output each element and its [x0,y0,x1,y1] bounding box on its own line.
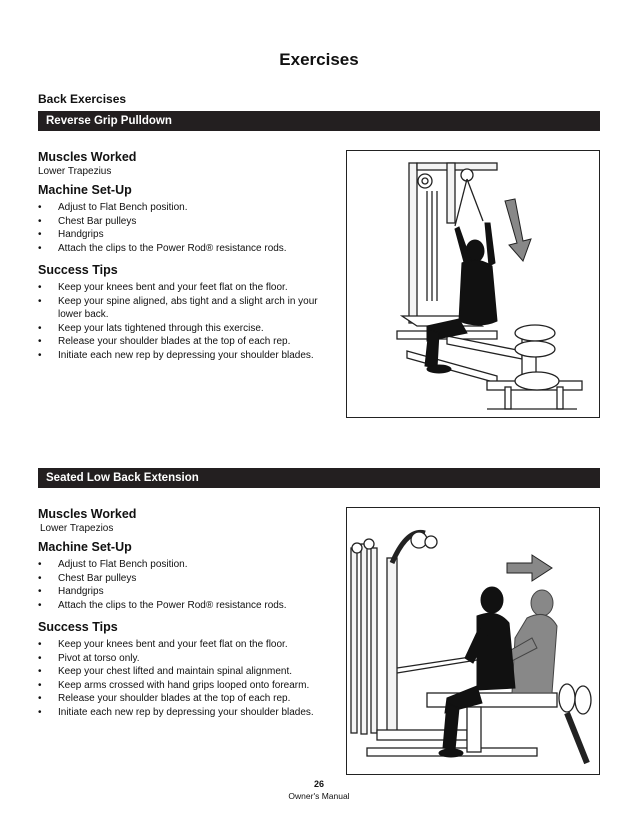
machine-setup-heading: Machine Set-Up [38,183,132,197]
setup-item: • Attach the clips to the Power Rod® resistance rods. [38,242,338,256]
setup-item: • Attach the clips to the Power Rod® resistance rods. [38,599,338,613]
section-heading: Back Exercises [38,92,127,106]
tip-item: • Keep your lats tightened through this exercise. [38,322,338,336]
exercise-illustration [347,151,599,417]
setup-item: • Adjust to Flat Bench position. [38,558,338,572]
exercise-title-bar-1: Reverse Grip Pulldown [38,111,600,131]
tip-item: • Keep your spine aligned, abs tight and a slight arch in your lower back. [38,295,338,322]
success-tips-list [38,638,338,719]
success-tips-list [38,281,338,362]
footer-label: Owner's Manual [288,791,350,801]
setup-item: • Chest Bar pulleys [38,572,338,586]
tip-item: • Initiate each new rep by depressing your shoulder blades. [38,706,338,720]
tip-item: • Keep arms crossed with hand grips looped onto forearm. [38,679,338,693]
exercise-2-details [38,507,338,726]
illustration-reverse-grip-pulldown [346,150,600,418]
machine-setup-list [38,558,338,612]
illustration-seated-low-back-extension [346,507,600,775]
tip-item: • Pivot at torso only. [38,652,338,666]
tip-item: • Release your shoulder blades at the top of each rep. [38,692,338,706]
setup-item: • Handgrips [38,585,338,599]
tip-item: • Keep your knees bent and your feet flat on the floor. [38,638,338,652]
muscles-worked-value: Lower Trapezios [40,523,114,534]
machine-setup-list [38,201,338,255]
exercise-1-details [38,150,338,369]
tip-item: • Release your shoulder blades at the top of each rep. [38,335,338,349]
success-tips-heading: Success Tips [38,620,118,634]
exercise-illustration [347,508,599,774]
exercise-title-bar-2: Seated Low Back Extension [38,468,600,488]
tip-item: • Keep your chest lifted and maintain spinal alignment. [38,665,338,679]
page-title: Exercises [279,50,359,69]
machine-setup-heading: Machine Set-Up [38,540,132,554]
setup-item: • Adjust to Flat Bench position. [38,201,338,215]
setup-item: • Chest Bar pulleys [38,215,338,229]
setup-item: • Handgrips [38,228,338,242]
muscles-worked-heading: Muscles Worked [38,150,137,164]
muscles-worked-value: Lower Trapezius [38,166,112,177]
tip-item: • Initiate each new rep by depressing your shoulder blades. [38,349,338,363]
tip-item: • Keep your knees bent and your feet flat on the floor. [38,281,338,295]
muscles-worked-heading: Muscles Worked [38,507,137,521]
success-tips-heading: Success Tips [38,263,118,277]
page-number: 26 [313,779,324,789]
